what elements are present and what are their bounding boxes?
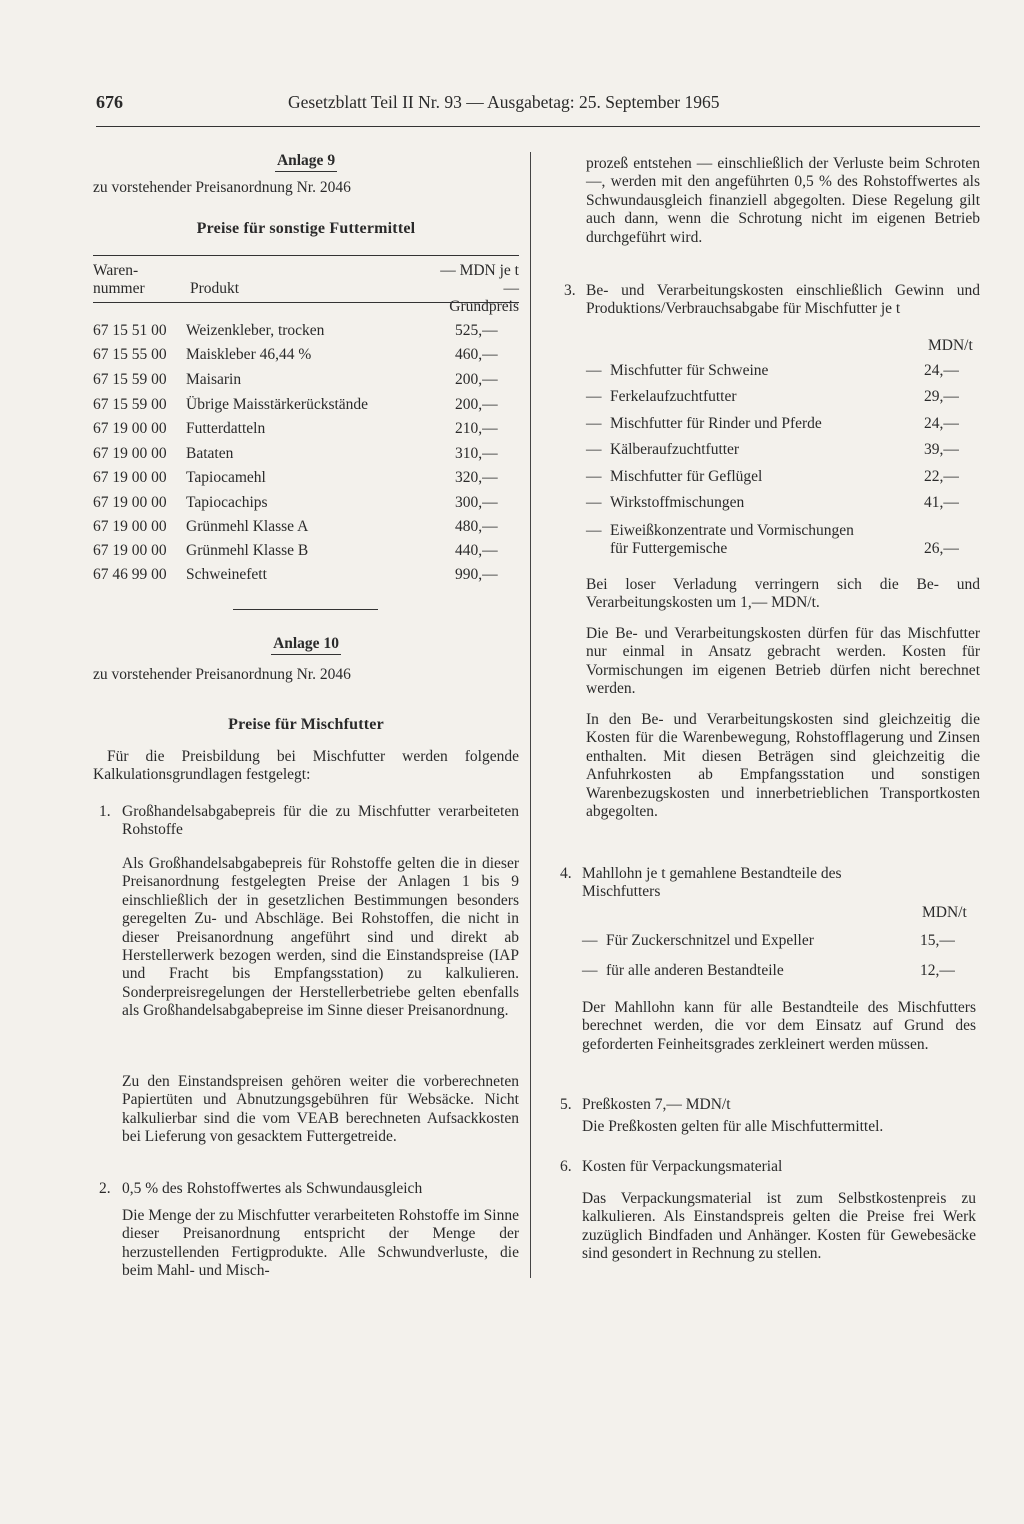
row-product: Bataten	[186, 445, 234, 462]
item6-paragraph: Das Verpackungsmaterial ist zum Selbstkostenpreis zu kalkulieren. Als Einstandspreis gelten die Preise frei Werk zuzüglich Bindfaden und Anhänger. Kosten für Gewebesäcke sind gesondert in Rechnung zu stellen.	[582, 1190, 976, 1263]
row-code: 67 19 00 00	[93, 542, 167, 559]
fee-label: Ferkelaufzuchtfutter	[610, 388, 737, 405]
row-price: 200,—	[455, 371, 498, 388]
fee-label: Kälberaufzuchtfutter	[610, 441, 740, 458]
fee-label: für alle anderen Bestandteile	[606, 962, 784, 979]
fee-row: — Eiweißkonzentrate und Vormischungen für Futtergemische 26,—	[586, 522, 959, 557]
item3-paragraph: Bei loser Verladung verringern sich die Be- und Verarbeitungskosten um 1,— MDN/t.	[586, 576, 980, 612]
item2-number: 2.	[99, 1180, 111, 1197]
section-separator-rule	[233, 609, 378, 610]
item4-title: Mahllohn je t gemahlene Bestandteile des Mischfutters	[582, 865, 842, 901]
annex10-title: Preise für Mischfutter	[228, 716, 384, 733]
row-code: 67 15 55 00	[93, 346, 167, 363]
fee-row: — Mischfutter für Geflügel 22,—	[586, 468, 959, 485]
row-product: Futterdatteln	[186, 420, 266, 437]
fee-value: 29,—	[924, 388, 959, 405]
item6-number: 6.	[560, 1158, 572, 1175]
table-row	[93, 566, 519, 586]
table-header-price: — MDN je t — Grundpreis	[440, 262, 519, 315]
row-price: 200,—	[455, 396, 498, 413]
table-top-rule	[93, 255, 519, 256]
page-header	[96, 92, 980, 118]
fee-row: — Kälberaufzuchtfutter 39,—	[586, 441, 959, 458]
row-code: 67 19 00 00	[93, 420, 167, 437]
item5-paragraph: Die Preßkosten gelten für alle Mischfuttermittel.	[582, 1118, 884, 1135]
row-code: 67 15 59 00	[93, 396, 167, 413]
item4-number: 4.	[560, 865, 572, 882]
row-product: Grünmehl Klasse B	[186, 542, 309, 559]
fee-row: — Wirkstoffmischungen 41,—	[586, 494, 959, 511]
item5-title: Preßkosten 7,— MDN/t	[582, 1096, 731, 1113]
row-product: Maisarin	[186, 371, 242, 388]
item4-paragraph: Der Mahllohn kann für alle Bestandteile des Mischfutters berechnet werden, die vor dem Einsatz auf Grund des geforderten Feinheitsgrades zerkleinert werden müssen.	[582, 999, 976, 1053]
item4-unit: MDN/t	[922, 904, 967, 921]
row-price: 210,—	[455, 420, 498, 437]
table-row	[93, 518, 519, 538]
fee-row: — Mischfutter für Rinder und Pferde 24,—	[586, 415, 959, 432]
fee-label: Mischfutter für Geflügel	[610, 468, 763, 485]
fee-label: Wirkstoffmischungen	[610, 494, 745, 511]
table-row	[93, 371, 519, 391]
item3-paragraph: Die Be- und Verarbeitungskosten dürfen für das Mischfutter nur einmal in Ansatz gebracht werden. Kosten für Vormischungen im eigenen Betrieb dürfen nicht berechnet werden.	[586, 625, 980, 698]
row-code: 67 15 51 00	[93, 322, 167, 339]
item3-number: 3.	[564, 282, 576, 299]
row-product: Schweinefett	[186, 566, 267, 583]
row-product: Tapiocachips	[186, 494, 268, 511]
fee-value: 24,—	[924, 362, 959, 379]
header-title: Gesetzblatt Teil II Nr. 93 — Ausgabetag: 25. September 1965	[288, 92, 720, 112]
item3-unit: MDN/t	[928, 337, 973, 354]
fee-value: 12,—	[920, 962, 955, 979]
fee-value: 22,—	[924, 468, 959, 485]
item1-number: 1.	[99, 803, 111, 820]
column-divider	[530, 152, 531, 1278]
annex9-heading: Anlage 9	[93, 152, 519, 172]
table-header-code: Waren- nummer	[93, 262, 145, 297]
row-price: 320,—	[455, 469, 498, 486]
item6-title: Kosten für Verpackungsmaterial	[582, 1158, 783, 1175]
table-row	[93, 322, 519, 342]
fee-value: 39,—	[924, 441, 959, 458]
row-price: 460,—	[455, 346, 498, 363]
fee-label: Für Zuckerschnitzel und Expeller	[606, 932, 814, 949]
page-number: 676	[96, 92, 123, 112]
row-product: Übrige Maisstärkerückstände	[186, 396, 369, 413]
table-row	[93, 542, 519, 562]
row-price: 525,—	[455, 322, 498, 339]
fee-label: Eiweißkonzentrate und Vormischungen	[610, 522, 854, 539]
row-product: Grünmehl Klasse A	[186, 518, 309, 535]
item2-title: 0,5 % des Rohstoffwertes als Schwundausgleich	[122, 1180, 423, 1197]
row-code: 67 46 99 00	[93, 566, 167, 583]
annex10-subheading: zu vorstehender Preisanordnung Nr. 2046	[93, 666, 351, 683]
row-code: 67 19 00 00	[93, 445, 167, 462]
item1-paragraph: Als Großhandelsabgabepreis für Rohstoffe gelten die in dieser Preisanordnung festgelegten Preise der Anlagen 1 bis 9 einschließlich der in gesetzlichen Bestimmungen besonders geregelten Zu- und Abschläge. Bei Rohstoffen, die nicht in dieser Preisanordnung angeführt sind und direkt ab Herstellerwerk bezogen werden, sind die Einstandspreise (IAP und Fracht bis Empfangsstation) zu kalkulieren. Sonderpreisregelungen der Herstellerbetriebe gelten ebenfalls als Großhandelsabgabepreise im Sinne dieser Preisanordnung.	[122, 855, 519, 1020]
row-product: Tapiocamehl	[186, 469, 266, 486]
item3-paragraph: In den Be- und Verarbeitungskosten sind gleichzeitig die Kosten für die Warenbewegung, Rohstofflagerung und Zinsen enthalten. Mit diesen Beträgen sind gleichzeitig die Anfuhrkosten ab Empfangsstation und sonstigen Warenbezugskosten und innerbetrieblichen Transportkosten abgegolten.	[586, 711, 980, 821]
row-price: 480,—	[455, 518, 498, 535]
row-product: Weizenkleber, trocken	[186, 322, 325, 339]
fee-row: — für alle anderen Bestandteile 12,—	[582, 962, 955, 979]
item5-number: 5.	[560, 1096, 572, 1113]
fee-value: 26,—	[924, 540, 959, 557]
fee-label: Mischfutter für Schweine	[610, 362, 769, 379]
table-row	[93, 469, 519, 489]
item1-paragraph: Zu den Einstandspreisen gehören weiter die vorberechneten Papiertüten und Abnutzungsgebühren für Websäcke. Nicht kalkulierbar sind die vom VEAB berechneten Aufsackkosten bei Lieferung von gesacktem Futtergetreide.	[122, 1073, 519, 1146]
fee-value: 15,—	[920, 932, 955, 949]
annex10-intro: Für die Preisbildung bei Mischfutter werden folgende Kalkulationsgrundlagen festgelegt:	[93, 748, 519, 784]
annex9-subheading: zu vorstehender Preisanordnung Nr. 2046	[93, 179, 351, 196]
fee-value: 41,—	[924, 494, 959, 511]
row-product: Maiskleber 46,44 %	[186, 346, 312, 363]
fee-label: Mischfutter für Rinder und Pferde	[610, 415, 822, 432]
table-header-product: Produkt	[190, 280, 240, 297]
table-row	[93, 494, 519, 514]
table-row	[93, 420, 519, 440]
row-code: 67 19 00 00	[93, 469, 167, 486]
row-price: 300,—	[455, 494, 498, 511]
item3-title: Be- und Verarbeitungskosten einschließlich Gewinn und Produktions/Verbrauchsabgabe für Mischfutter je t	[586, 282, 980, 318]
annex9-title: Preise für sonstige Futtermittel	[196, 220, 416, 237]
table-header-rule	[93, 302, 519, 303]
annex10-heading: Anlage 10	[93, 635, 519, 655]
fee-label-continued: für Futtergemische	[610, 540, 728, 557]
fee-row: — Ferkelaufzuchtfutter 29,—	[586, 388, 959, 405]
row-code: 67 19 00 00	[93, 494, 167, 511]
item1-title: Großhandelsabgabepreis für die zu Mischfutter verarbeiteten Rohstoffe	[122, 803, 519, 839]
item2-paragraph-continued: prozeß entstehen — einschließlich der Verluste beim Schroten —, werden mit den angeführten 0,5 % des Rohstoffwertes als Schwundausgleich finanziell abgegolten. Diese Regelung gilt auch dann, wenn die Schrotung nicht im eigenen Betrieb durchgeführt wird.	[586, 155, 980, 246]
fee-value: 24,—	[924, 415, 959, 432]
row-code: 67 19 00 00	[93, 518, 167, 535]
table-row	[93, 445, 519, 465]
item2-paragraph: Die Menge der zu Mischfutter verarbeiteten Rohstoffe im Sinne dieser Preisanordnung entspricht der Menge der herzustellenden Fertigprodukte. Alle Schwundverluste, die beim Mahl- und Misch-	[122, 1207, 519, 1280]
header-rule	[96, 126, 980, 127]
table-row	[93, 346, 519, 366]
fee-row: — Für Zuckerschnitzel und Expeller 15,—	[582, 932, 955, 949]
fee-row: — Mischfutter für Schweine 24,—	[586, 362, 959, 379]
table-row	[93, 396, 519, 416]
row-price: 440,—	[455, 542, 498, 559]
row-price: 310,—	[455, 445, 498, 462]
row-code: 67 15 59 00	[93, 371, 167, 388]
row-price: 990,—	[455, 566, 498, 583]
